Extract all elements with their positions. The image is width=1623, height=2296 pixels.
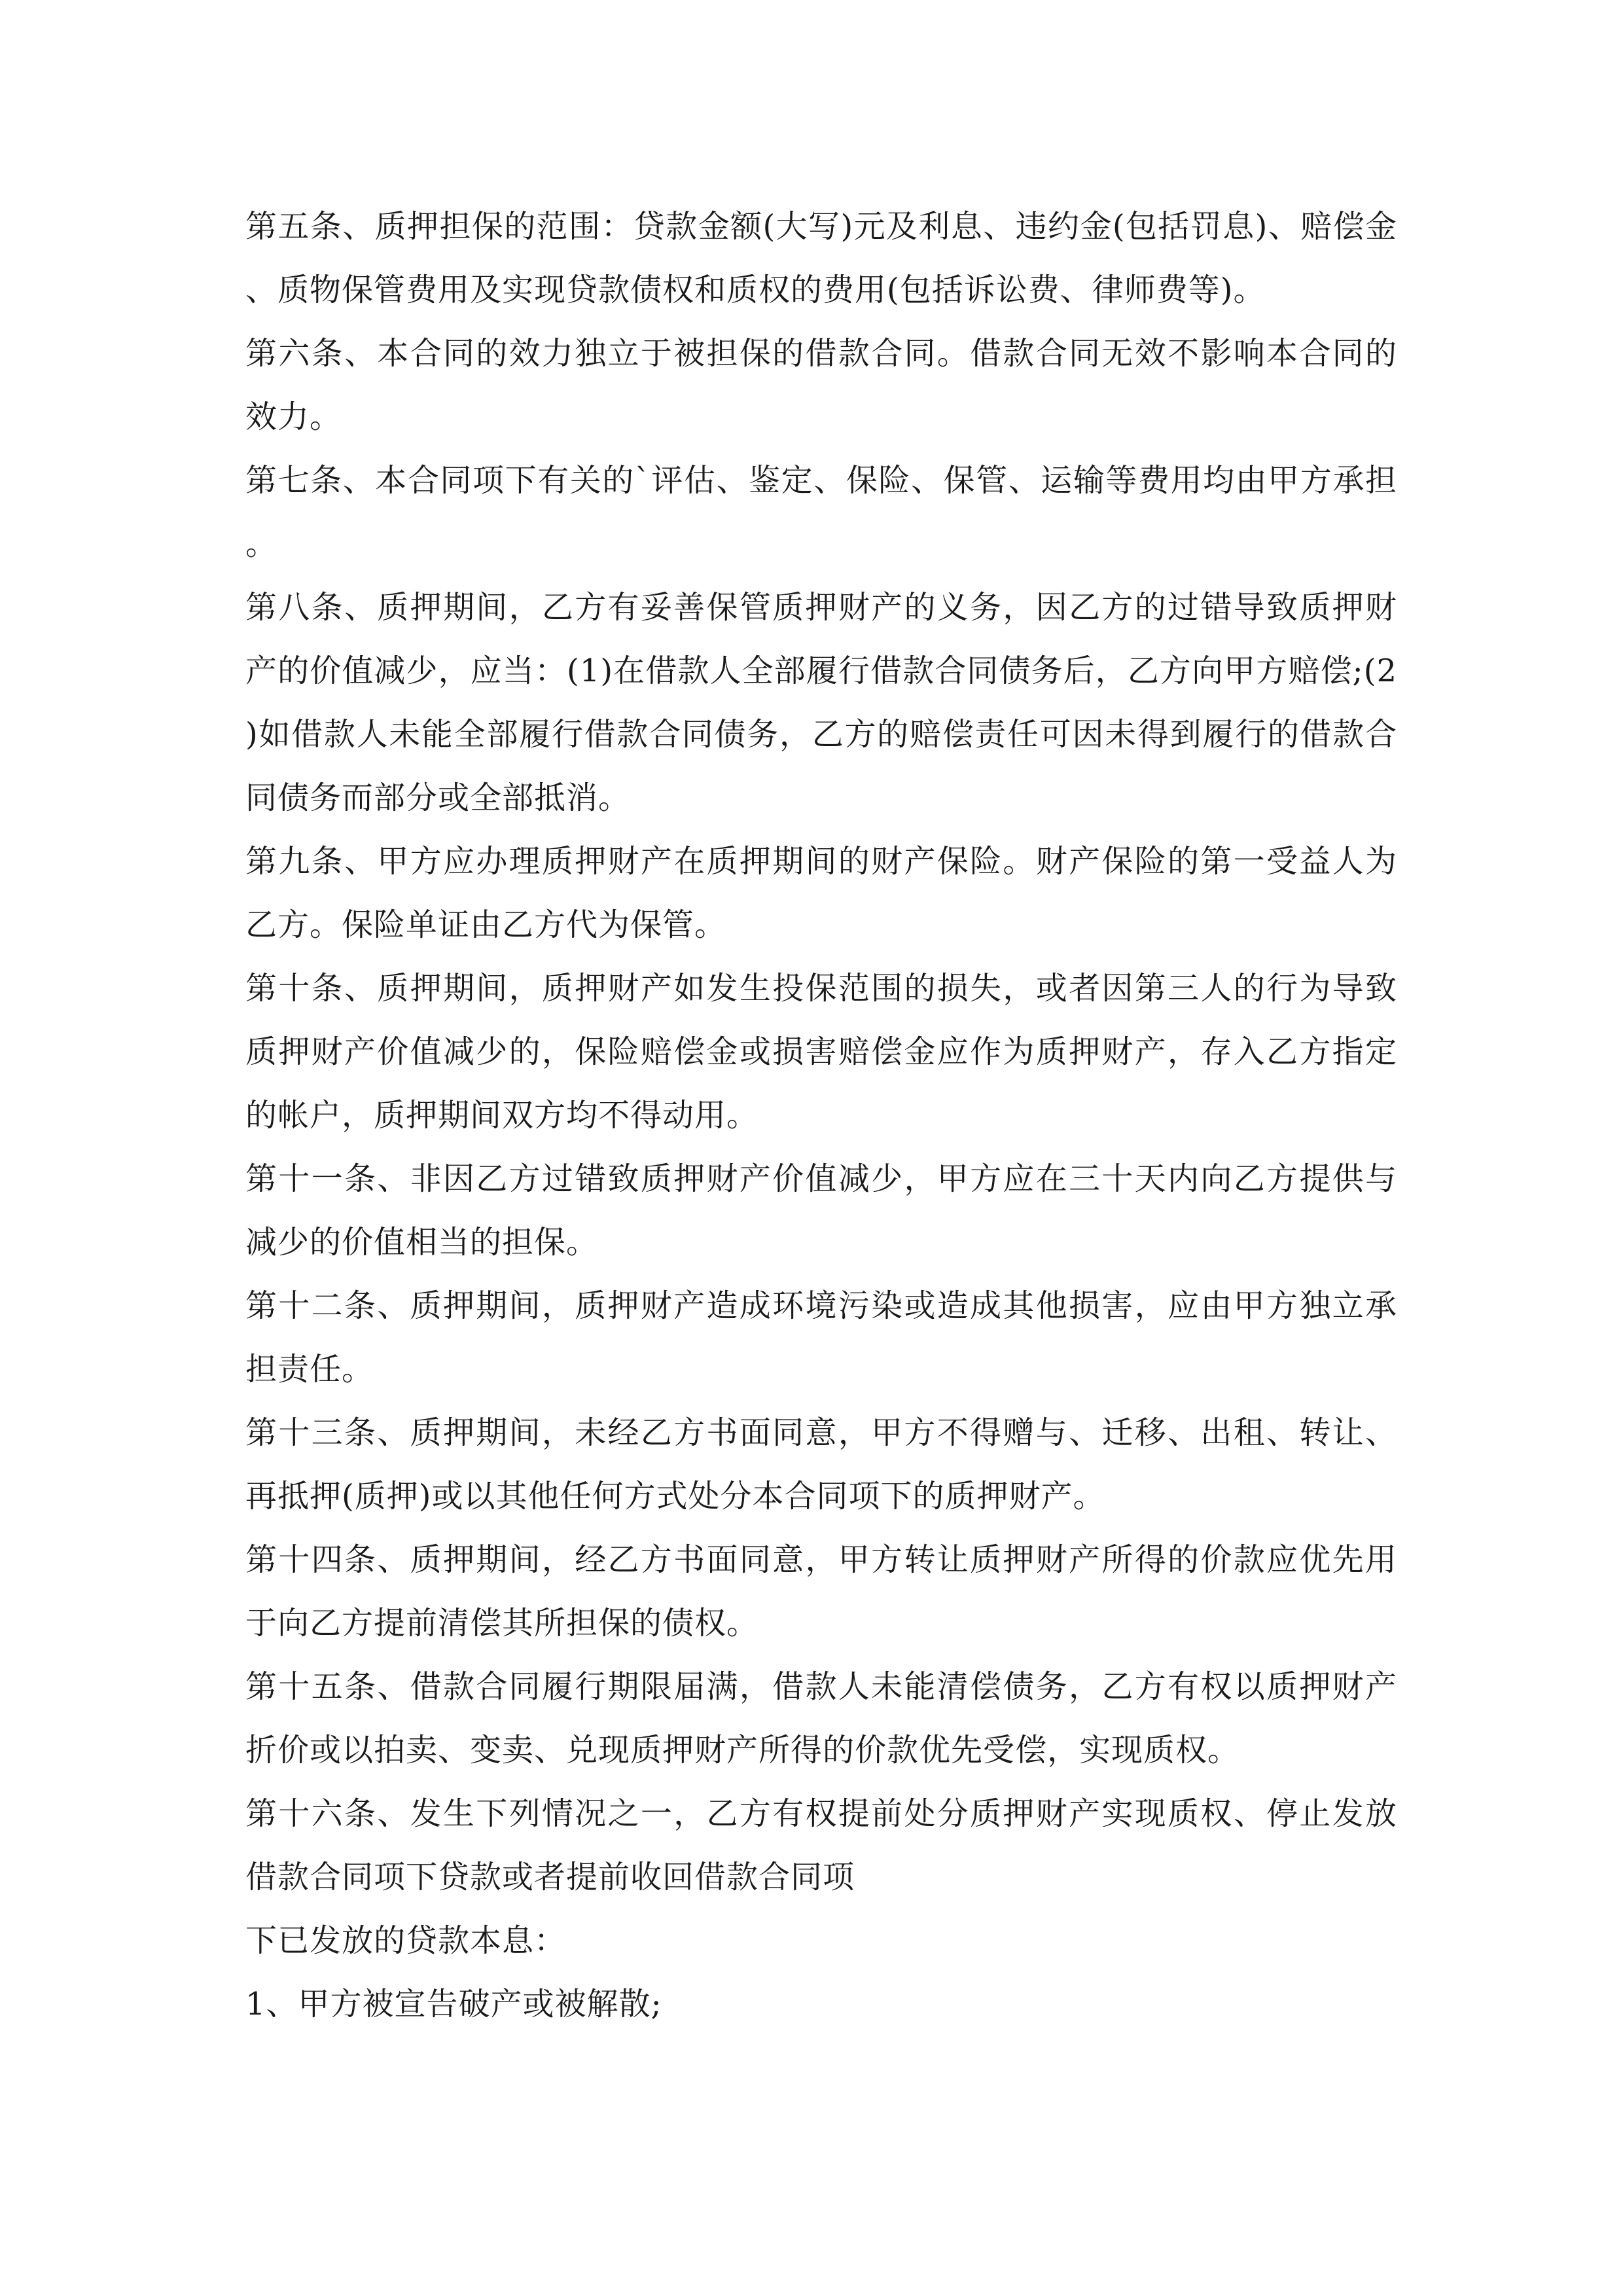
document-body xyxy=(245,195,1397,2036)
clause-5: 第五条、质押担保的范围：贷款金额(大写)元及利息、违约金(包括罚息)、赔偿金、质物保管费用及实现贷款债权和质权的费用(包括诉讼费、律师费等)。 xyxy=(245,208,1397,308)
clause-15: 第十五条、借款合同履行期限届满，借款人未能清偿债务，乙方有权以质押财产折价或以拍卖、变卖、兑现质押财产所得的价款优先受偿，实现质权。 xyxy=(245,1668,1397,1768)
clause-12: 第十二条、质押期间，质押财产造成环境污染或造成其他损害，应由甲方独立承担责任。 xyxy=(245,1287,1397,1388)
clause-8: 第八条、质押期间，乙方有妥善保管质押财产的义务，因乙方的过错导致质押财产的价值减少，应当：(1)在借款人全部履行借款合同债务后，乙方向甲方赔偿;(2)如借款人未能全部履行借款合同债务，乙方的赔偿责任可因未得到履行的借款合同债务而部分或全部抵消。 xyxy=(245,589,1397,816)
clause-7: 第七条、本合同项下有关的`评估、鉴定、保险、保管、运输等费用均由甲方承担。 xyxy=(245,462,1397,562)
clause-14: 第十四条、质押期间，经乙方书面同意，甲方转让质押财产所得的价款应优先用于向乙方提前清偿其所担保的债权。 xyxy=(245,1541,1397,1641)
clause-9: 第九条、甲方应办理质押财产在质押期间的财产保险。财产保险的第一受益人为乙方。保险单证由乙方代为保管。 xyxy=(245,843,1397,943)
clause-11: 第十一条、非因乙方过错致质押财产价值减少，甲方应在三十天内向乙方提供与减少的价值相当的担保。 xyxy=(245,1160,1397,1261)
clause-16: 第十六条、发生下列情况之一，乙方有权提前处分质押财产实现质权、停止发放借款合同项下贷款或者提前收回借款合同项 xyxy=(245,1795,1397,1895)
list-item-1: 1、甲方被宣告破产或被解散; xyxy=(245,1986,662,2022)
clause-10: 第十条、质押期间，质押财产如发生投保范围的损失，或者因第三人的行为导致质押财产价值减少的，保险赔偿金或损害赔偿金应作为质押财产，存入乙方指定的帐户，质押期间双方均不得动用。 xyxy=(245,970,1397,1134)
clause-13: 第十三条、质押期间，未经乙方书面同意，甲方不得赠与、迁移、出租、转让、再抵押(质押)或以其他任何方式处分本合同项下的质押财产。 xyxy=(245,1414,1397,1515)
clause-16-continuation: 下已发放的贷款本息： xyxy=(245,1922,567,1959)
clause-6: 第六条、本合同的效力独立于被担保的借款合同。借款合同无效不影响本合同的效力。 xyxy=(245,335,1397,435)
